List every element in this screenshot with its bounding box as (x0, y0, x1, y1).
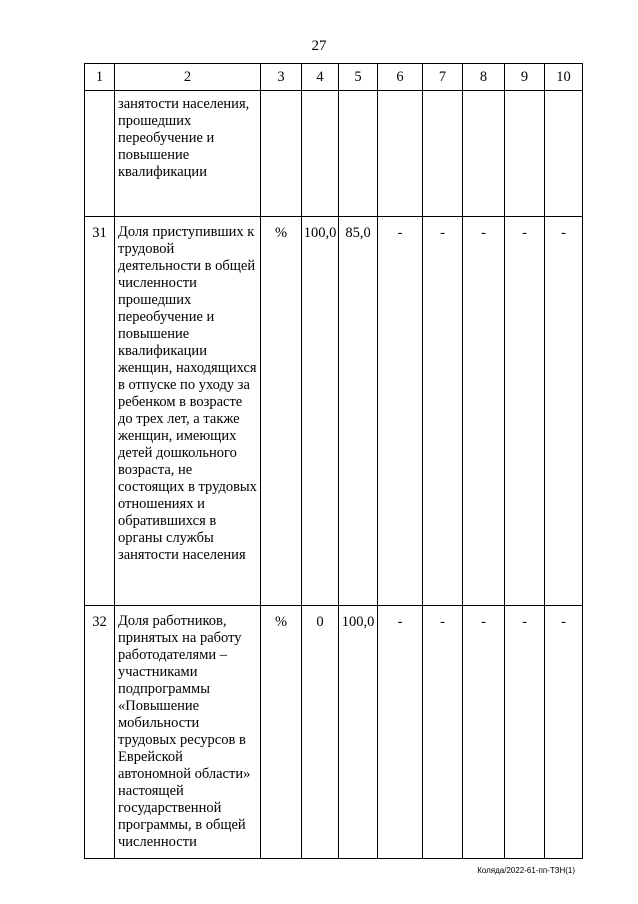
page-number: 27 (311, 38, 327, 54)
row-id: 32 (85, 606, 115, 859)
value-cell (545, 91, 583, 217)
value-cell (423, 91, 463, 217)
value-cell: - (463, 606, 505, 859)
column-header: 2 (115, 64, 261, 91)
column-header: 9 (505, 64, 545, 91)
value-cell: 100,0 (302, 217, 339, 606)
indicator-name: занятости населения, прошедших переобучение и повышение квалификации (115, 91, 261, 217)
column-header: 6 (378, 64, 423, 91)
value-cell: - (423, 606, 463, 859)
table-row (85, 606, 583, 859)
value-cell (339, 91, 378, 217)
value-cell: - (545, 217, 583, 606)
value-cell: 0 (302, 606, 339, 859)
column-header: 4 (302, 64, 339, 91)
value-cell: - (378, 217, 423, 606)
column-header: 1 (85, 64, 115, 91)
document-footer-code: Коляда/2022-61-пп-ТЗН(1) (477, 866, 575, 875)
value-cell: - (505, 217, 545, 606)
table-row (85, 217, 583, 606)
value-cell: - (505, 606, 545, 859)
value-cell: - (463, 217, 505, 606)
header-row (85, 64, 583, 91)
value-cell: - (545, 606, 583, 859)
column-header: 5 (339, 64, 378, 91)
row-id (85, 91, 115, 217)
value-cell (302, 91, 339, 217)
column-header: 8 (463, 64, 505, 91)
value-cell: - (423, 217, 463, 606)
column-header: 3 (261, 64, 302, 91)
value-cell (463, 91, 505, 217)
value-cell (378, 91, 423, 217)
indicator-name: Доля работников, принятых на работу работодателями – участниками подпрограммы «Повышение мобильности трудовых ресурсов в Еврейской автономной области» настоящей государственной программы, в общей численности (115, 606, 261, 859)
column-header: 7 (423, 64, 463, 91)
unit-cell: % (261, 217, 302, 606)
indicator-name: Доля приступивших к трудовой деятельности в общей численности прошедших переобучение и повышение квалификации женщин, находящихся в отпуске по уходу за ребенком в возрасте до трех лет, а также женщин, имеющих детей дошкольного возраста, не состоящих в трудовых отношениях и обратившихся в органы службы занятости населения (115, 217, 261, 606)
value-cell: 100,0 (339, 606, 378, 859)
indicators-table (84, 63, 583, 859)
value-cell: - (378, 606, 423, 859)
value-cell: 85,0 (339, 217, 378, 606)
row-id: 31 (85, 217, 115, 606)
unit-cell: % (261, 606, 302, 859)
table-row (85, 91, 583, 217)
unit-cell (261, 91, 302, 217)
value-cell (505, 91, 545, 217)
column-header: 10 (545, 64, 583, 91)
